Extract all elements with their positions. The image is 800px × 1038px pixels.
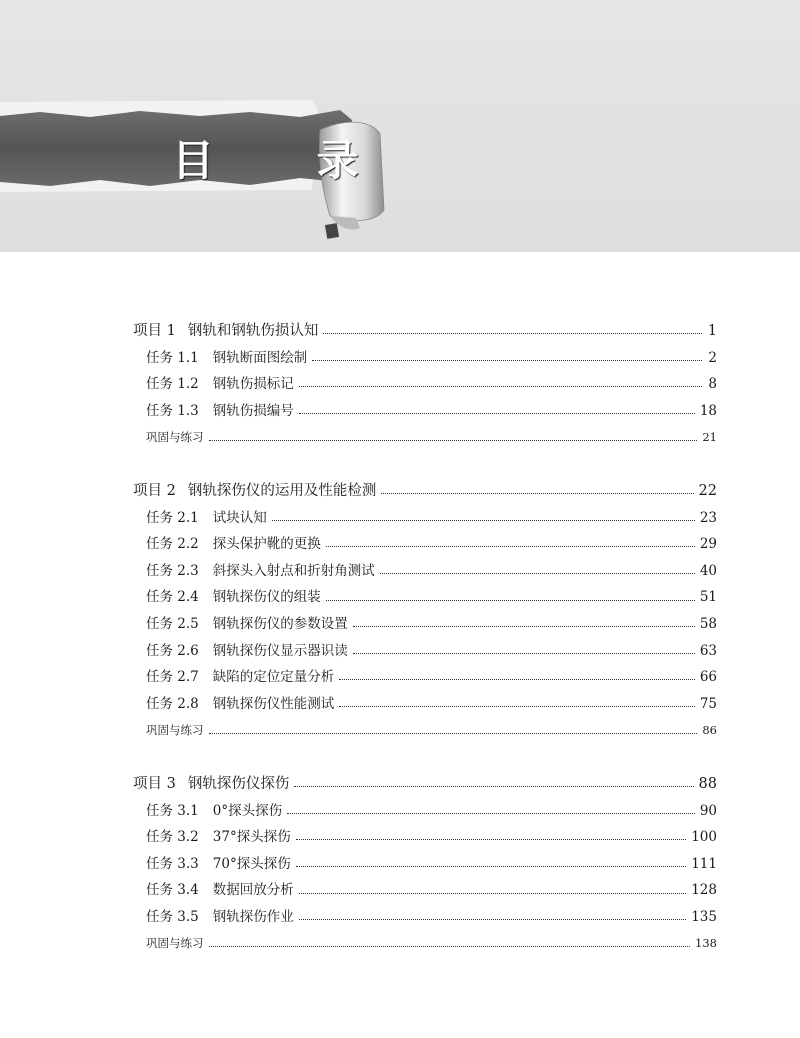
dot-leader <box>209 439 698 441</box>
dot-leader <box>299 385 702 387</box>
toc-task-number: 任务 1.3 <box>146 402 199 419</box>
toc-project-number: 项目 1 <box>133 323 176 339</box>
dot-leader <box>326 599 695 601</box>
toc-task-number: 任务 2.4 <box>146 589 199 606</box>
toc-page-number: 88 <box>698 775 717 792</box>
toc-task-row[interactable] <box>133 531 717 558</box>
toc-review-row[interactable] <box>133 930 717 957</box>
toc-task-title: 斜探头入射点和折射角测试 <box>212 562 375 579</box>
toc-page-number: 128 <box>691 882 717 899</box>
dot-leader <box>339 705 695 707</box>
dot-leader <box>272 519 695 521</box>
toc-task-number: 任务 2.1 <box>146 509 199 526</box>
toc-task-title: 试块认知 <box>212 509 267 526</box>
toc-review-row[interactable] <box>133 717 717 744</box>
toc-task-title: 0°探头探伤 <box>212 802 283 819</box>
toc-task-row[interactable] <box>133 371 717 398</box>
toc-task-number: 任务 1.1 <box>146 349 199 366</box>
toc-page-number: 86 <box>702 723 717 738</box>
toc-review-title: 巩固与练习 <box>146 723 204 738</box>
toc-page-number: 40 <box>699 562 717 579</box>
dot-leader <box>339 678 695 680</box>
toc-page-number: 21 <box>702 430 717 445</box>
toc-task-row[interactable] <box>133 798 717 825</box>
toc-review-row[interactable] <box>133 424 717 451</box>
toc-task-row[interactable] <box>133 584 717 611</box>
dot-leader <box>353 652 695 654</box>
toc-task-title: 钢轨伤损编号 <box>212 402 294 419</box>
dot-leader <box>380 572 695 574</box>
toc-task-number: 任务 3.1 <box>146 802 199 819</box>
toc-task-title: 70°探头探伤 <box>212 855 291 872</box>
toc-page-number: 138 <box>695 936 717 951</box>
toc-project-row[interactable] <box>133 318 717 345</box>
toc-task-row[interactable] <box>133 691 717 718</box>
dot-leader <box>296 838 687 840</box>
toc-task-title: 钢轨探伤作业 <box>212 908 294 925</box>
toc-task-row[interactable] <box>133 824 717 851</box>
dot-leader <box>323 332 702 334</box>
dot-leader <box>294 785 693 787</box>
dot-leader <box>299 918 686 920</box>
toc-page-number: 8 <box>708 376 717 393</box>
toc-project-row[interactable] <box>133 478 717 505</box>
page-title: 目 录 <box>172 136 403 185</box>
dot-leader <box>353 625 695 627</box>
toc-task-number: 任务 3.2 <box>146 829 199 846</box>
toc-task-row[interactable] <box>133 558 717 585</box>
toc-task-title: 钢轨伤损标记 <box>212 376 294 393</box>
toc-project-title: 钢轨探伤仪探伤 <box>187 775 290 792</box>
toc-task-title: 钢轨探伤仪性能测试 <box>212 695 335 712</box>
dot-leader <box>299 892 686 894</box>
table-of-contents <box>133 318 717 984</box>
toc-page-number: 29 <box>699 536 717 553</box>
dot-leader <box>326 545 695 547</box>
toc-task-number: 任务 1.2 <box>146 376 199 393</box>
toc-task-title: 探头保护靴的更换 <box>212 536 321 553</box>
toc-group-project-2 <box>133 478 717 744</box>
toc-page-number: 22 <box>698 482 717 499</box>
toc-task-title: 钢轨探伤仪显示器识读 <box>212 642 348 659</box>
dot-leader <box>209 732 698 734</box>
toc-task-title: 钢轨探伤仪的参数设置 <box>212 615 348 632</box>
toc-page-number: 58 <box>699 615 717 632</box>
toc-task-row[interactable] <box>133 638 717 665</box>
toc-task-row[interactable] <box>133 851 717 878</box>
toc-task-number: 任务 3.4 <box>146 882 199 899</box>
toc-group-project-3 <box>133 771 717 957</box>
toc-page-number: 100 <box>691 829 717 846</box>
toc-task-row[interactable] <box>133 505 717 532</box>
toc-review-title: 巩固与练习 <box>146 430 204 445</box>
toc-page-number: 135 <box>691 908 717 925</box>
toc-task-number: 任务 2.6 <box>146 642 199 659</box>
toc-page-number: 66 <box>699 669 717 686</box>
toc-project-number: 项目 2 <box>133 482 176 499</box>
toc-page-number: 75 <box>699 695 717 712</box>
toc-page-number: 111 <box>691 855 717 872</box>
toc-page-number: 63 <box>699 642 717 659</box>
toc-task-number: 任务 2.2 <box>146 536 199 553</box>
toc-review-title: 巩固与练习 <box>146 936 204 951</box>
toc-task-row[interactable] <box>133 398 717 425</box>
toc-page-number: 51 <box>699 589 717 606</box>
toc-task-row[interactable] <box>133 877 717 904</box>
dot-leader <box>209 945 691 947</box>
dot-leader <box>312 359 702 361</box>
toc-page-number: 2 <box>708 349 717 366</box>
toc-page-number: 18 <box>699 402 717 419</box>
toc-task-title: 钢轨断面图绘制 <box>212 349 308 366</box>
toc-task-row[interactable] <box>133 664 717 691</box>
dot-leader <box>287 812 695 814</box>
toc-page-number: 23 <box>699 509 717 526</box>
toc-page-number: 90 <box>699 802 717 819</box>
dot-leader <box>299 412 695 414</box>
toc-task-title: 缺陷的定位定量分析 <box>212 669 335 686</box>
toc-task-number: 任务 3.3 <box>146 855 199 872</box>
toc-project-title: 钢轨和钢轨伤损认知 <box>187 323 319 339</box>
toc-task-number: 任务 3.5 <box>146 908 199 925</box>
toc-task-title: 钢轨探伤仪的组装 <box>212 589 321 606</box>
toc-project-row[interactable] <box>133 771 717 798</box>
toc-task-row[interactable] <box>133 345 717 372</box>
dot-leader <box>381 492 693 494</box>
toc-group-project-1 <box>133 318 717 451</box>
toc-project-number: 项目 3 <box>133 775 176 792</box>
toc-project-title: 钢轨探伤仪的运用及性能检测 <box>187 482 377 499</box>
toc-page-number: 1 <box>707 323 717 339</box>
toc-task-number: 任务 2.8 <box>146 695 199 712</box>
toc-task-number: 任务 2.3 <box>146 562 199 579</box>
toc-task-number: 任务 2.7 <box>146 669 199 686</box>
toc-task-row[interactable] <box>133 611 717 638</box>
toc-task-title: 37°探头探伤 <box>212 829 291 846</box>
toc-task-number: 任务 2.5 <box>146 615 199 632</box>
toc-task-title: 数据回放分析 <box>212 882 294 899</box>
dot-leader <box>296 865 687 867</box>
toc-task-row[interactable] <box>133 904 717 931</box>
